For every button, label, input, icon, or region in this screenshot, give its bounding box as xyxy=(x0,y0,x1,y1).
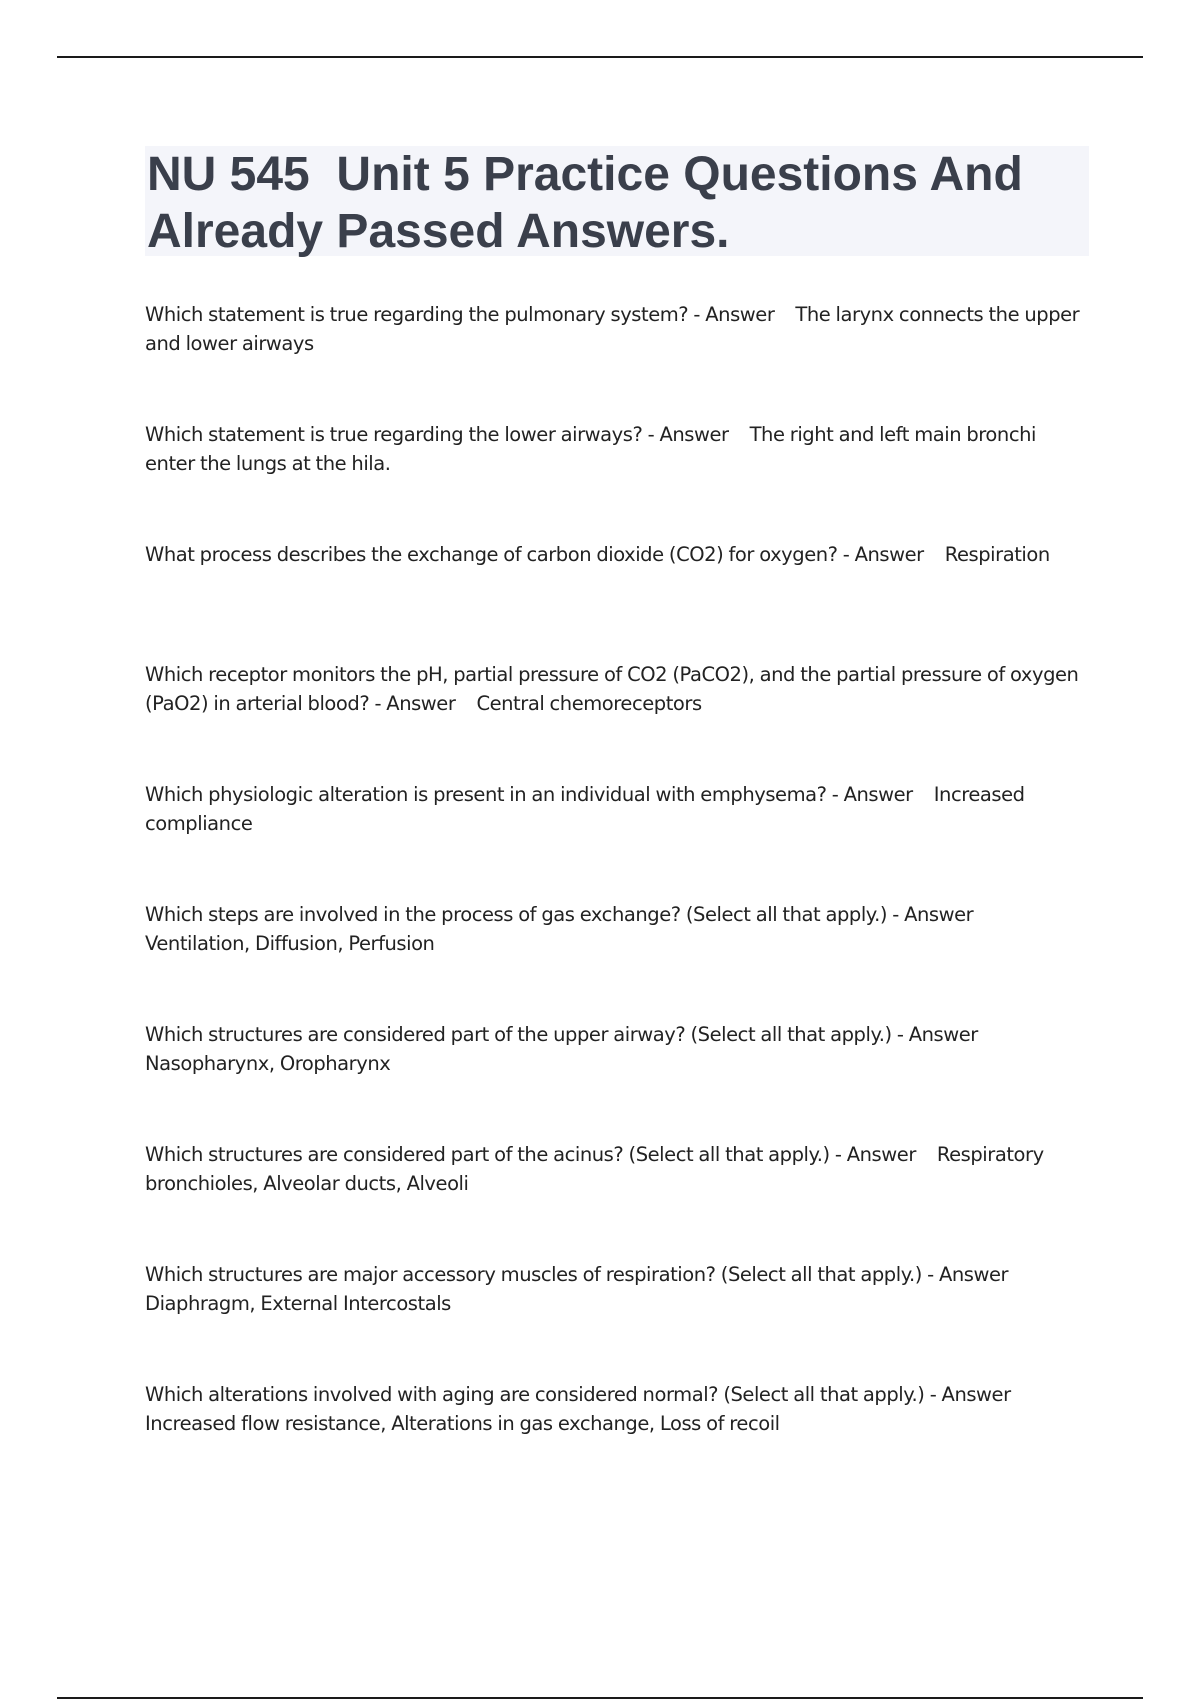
qa-item xyxy=(145,300,1090,420)
qa-item xyxy=(145,540,1090,660)
title-block xyxy=(145,146,1089,256)
qa-item xyxy=(145,780,1090,900)
question-text: Which alterations involved with aging are considered normal? (Select all that apply.) - Answer xyxy=(145,1383,1011,1406)
question-text: Which structures are major accessory muscles of respiration? (Select all that apply.) - Answer xyxy=(145,1263,1009,1286)
question-text: Which receptor monitors the pH, partial pressure of CO2 (PaCO2), and the partial pressure of oxygen (PaO2) in arterial blood? - Answer xyxy=(145,663,1084,715)
qa-item xyxy=(145,420,1090,540)
bottom-rule xyxy=(57,1697,1143,1699)
qa-list xyxy=(145,300,1090,1500)
question-text: Which structures are considered part of the acinus? (Select all that apply.) - Answer xyxy=(145,1143,916,1166)
question-text: Which physiologic alteration is present in an individual with emphysema? - Answer xyxy=(145,783,913,806)
answer-text: The right and left main bronchi enter the lungs at the hila. xyxy=(145,423,1042,475)
qa-item xyxy=(145,660,1090,780)
answer-text: Diaphragm, External Intercostals xyxy=(145,1292,451,1315)
qa-item xyxy=(145,1260,1090,1380)
answer-text: Nasopharynx, Oropharynx xyxy=(145,1052,391,1075)
question-text: Which steps are involved in the process of gas exchange? (Select all that apply.) - Answer xyxy=(145,903,974,926)
answer-text: Respiratory bronchioles, Alveolar ducts, Alveoli xyxy=(145,1143,1049,1195)
answer-text: Central chemoreceptors xyxy=(476,692,702,715)
qa-item xyxy=(145,900,1090,1020)
question-text: Which statement is true regarding the lower airways? - Answer xyxy=(145,423,729,446)
answer-text: Ventilation, Diffusion, Perfusion xyxy=(145,932,435,955)
question-text: Which statement is true regarding the pulmonary system? - Answer xyxy=(145,303,775,326)
answer-text: Increased flow resistance, Alterations in gas exchange, Loss of recoil xyxy=(145,1412,780,1435)
qa-item xyxy=(145,1020,1090,1140)
answer-text: The larynx connects the upper and lower airways xyxy=(145,303,1085,355)
document-title: NU 545 Unit 5 Practice Questions And Already Passed Answers. xyxy=(147,148,1035,258)
answer-text: Increased compliance xyxy=(145,783,1030,835)
question-text: Which structures are considered part of the upper airway? (Select all that apply.) - Answer xyxy=(145,1023,978,1046)
answer-text: Respiration xyxy=(944,543,1050,566)
top-rule xyxy=(57,56,1143,58)
qa-item xyxy=(145,1380,1090,1500)
qa-item xyxy=(145,1140,1090,1260)
question-text: What process describes the exchange of carbon dioxide (CO2) for oxygen? - Answer xyxy=(145,543,924,566)
